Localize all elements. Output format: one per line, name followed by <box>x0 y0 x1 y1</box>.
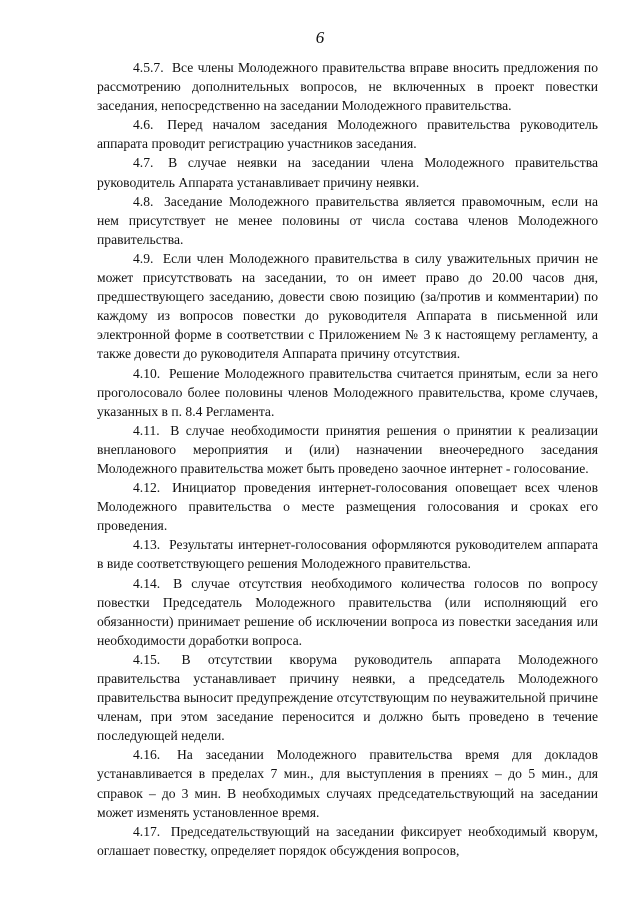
document-body <box>97 58 598 860</box>
paragraph <box>97 115 598 153</box>
paragraph-text: Председательствующий на заседании фиксирует необходимый кворум, оглашает повестку, определяет порядок обсуждения вопросов, <box>97 823 598 858</box>
paragraph-number: 4.13. <box>133 537 161 553</box>
paragraph <box>97 650 598 745</box>
paragraph <box>97 192 598 249</box>
paragraph-number: 4.11. <box>133 422 160 438</box>
paragraph-text: В случае необходимости принятия решения о принятии к реализации внепланового мероприятия и (или) назначении внеочередного заседания Молодежного правительства может быть проведено заочное интернет - голосование. <box>97 422 598 476</box>
paragraph-number: 4.15. <box>133 651 161 667</box>
paragraph <box>97 478 598 535</box>
paragraph <box>97 153 598 191</box>
paragraph <box>97 745 598 821</box>
paragraph-number: 4.14. <box>133 575 161 591</box>
paragraph <box>97 535 598 573</box>
paragraph <box>97 58 598 115</box>
paragraph-text: Все члены Молодежного правительства вправе вносить предложения по рассмотрению дополнительных вопросов, не включенных в проект повестки заседания, непосредственно на заседании Молодежного правительства. <box>97 60 598 114</box>
paragraph-text: В случае неявки на заседании члена Молодежного правительства руководитель Аппарата устанавливает причину неявки. <box>97 155 598 190</box>
paragraph <box>97 574 598 650</box>
paragraph <box>97 822 598 860</box>
paragraph-text: В отсутствии кворума руководитель аппарата Молодежного правительства устанавливает причину неявки, а председатель Молодежного правительства выносит предупреждение отсутствующим по неуважительной причине членам, при этом заседание переносится и должно быть проведено в течение последующей недели. <box>97 651 598 744</box>
page-number: 6 <box>315 28 325 47</box>
paragraph-text: Решение Молодежного правительства считается принятым, если за него проголосовало более половины членов Молодежного правительства, кроме случаев, указанных в п. 8.4 Регламента. <box>97 365 598 419</box>
paragraph-number: 4.9. <box>133 250 154 266</box>
paragraph-number: 4.8. <box>133 193 154 209</box>
paragraph <box>97 421 598 478</box>
paragraph-number: 4.10. <box>133 365 161 381</box>
paragraph-number: 4.12. <box>133 480 161 496</box>
paragraph <box>97 249 598 364</box>
paragraph-text: Перед началом заседания Молодежного правительства руководитель аппарата проводит регистрацию участников заседания. <box>97 117 598 152</box>
paragraph-text: Если член Молодежного правительства в силу уважительных причин не может присутствовать на заседании, то он имеет право до 20.00 часов дня, предшествующего заседанию, довести свою позицию (за/против и комментарии) по каждому из вопросов повестки до руководителя Аппарата в письменной или электронной форме в соответствии с Приложением № 3 к настоящему регламенту, а также довести до руководителя Аппарата причину отсутствия. <box>97 250 598 362</box>
paragraph-text: Инициатор проведения интернет-голосования оповещает всех членов Молодежного правительства о месте размещения голосования и сроках его проведения. <box>97 480 598 534</box>
paragraph-number: 4.5.7. <box>133 60 164 75</box>
paragraph-text: В случае отсутствия необходимого количества голосов по вопросу повестки Председатель Молодежного правительства (или исполняющий его обязанности) принимает решение об исключении вопроса из повестки заседания или необходимости доработки вопроса. <box>97 575 598 648</box>
paragraph-text: На заседании Молодежного правительства время для докладов устанавливается в пределах 7 мин., для выступления в прениях – до 5 мин., для справок – до 3 мин. В необходимых случаях председательствующий на заседании может изменять установленное время. <box>97 747 598 820</box>
paragraph-text: Результаты интернет-голосования оформляются руководителем аппарата в виде соответствующего решения Молодежного правительства. <box>97 537 598 572</box>
paragraph-text: Заседание Молодежного правительства является правомочным, если на нем присутствует не менее половины от числа состава членов Молодежного правительства. <box>97 193 598 247</box>
paragraph <box>97 364 598 421</box>
paragraph-number: 4.7. <box>133 155 154 171</box>
paragraph-number: 4.6. <box>133 117 154 133</box>
paragraph-number: 4.17. <box>133 823 161 839</box>
paragraph-number: 4.16. <box>133 747 161 763</box>
